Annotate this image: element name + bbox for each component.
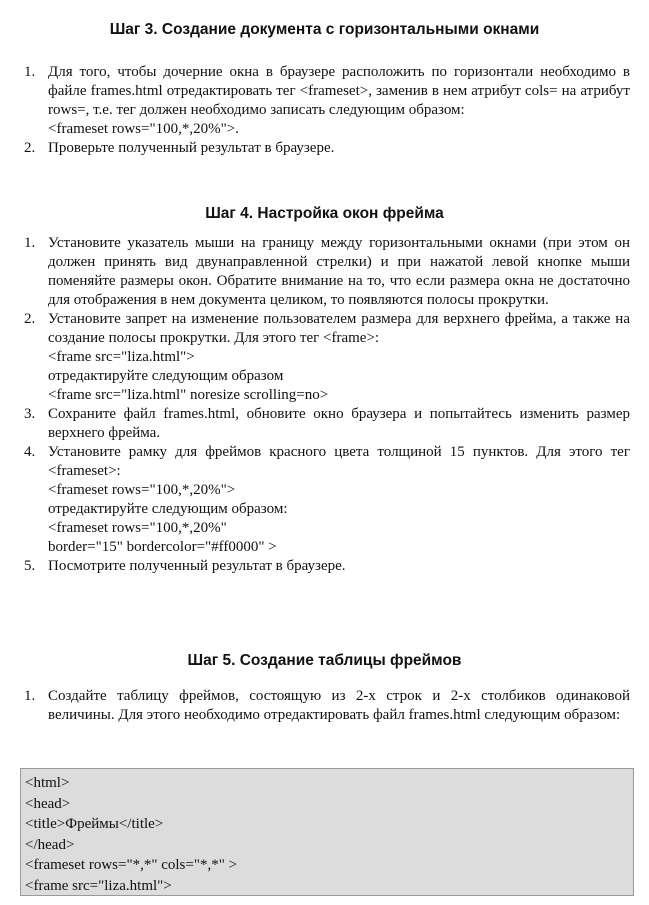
item-number: 3. [24,406,36,422]
instruction-text: отредактируйте следующим образом [48,368,284,384]
code-line: <head> [25,795,71,812]
item-number: 1. [24,235,36,251]
list-item [24,405,630,443]
step4-heading: Шаг 4. Настройка окон фрейма [205,205,444,222]
item-text: Создайте таблицу фреймов, состоящую из 2-х строк и 2-х столбиков одинаковой величины. Для этого необходимо отредактировать файл frames.html следующим образом: [48,688,630,723]
code-snippet: border="15" bordercolor="#ff0000" > [48,539,277,555]
list-item [24,310,630,405]
list-item [24,443,630,557]
list-item [24,63,630,139]
item-number: 1. [24,688,36,704]
code-line: <frameset rows="*,*" cols="*,*" > [25,857,238,873]
item-text: Установите указатель мыши на границу между горизонтальными окнами (при этом он должен принять вид двунаправленной стрелки) и при нажатой левой кнопке мыши поменяйте размеры окон. Обратите внимание на то, что если размера окна не достаточно для отображения в нем документа целиком, то появляются полосы прокрутки. [48,235,630,308]
item-text: Проверьте полученный результат в браузере. [48,140,335,156]
code-snippet: <frameset rows="100,*,20%" [48,520,227,536]
code-snippet: <frame src="liza.html" noresize scrolling=no> [48,387,329,403]
item-text: Установите запрет на изменение пользователем размера для верхнего фрейма, а также на создание полосы прокрутки. Для этого тег <frame>: [48,311,630,346]
item-number: 2. [24,140,36,156]
code-snippet: <frame src="liza.html"> [48,349,195,365]
item-number: 4. [24,444,36,460]
code-snippet: <frameset rows="100,*,20%"> [48,482,236,498]
code-listing [20,768,634,896]
item-number: 2. [24,311,36,327]
list-item [24,687,630,725]
item-text: Сохраните файл frames.html, обновите окно браузера и попытайтесь изменить размер верхнего фрейма. [48,406,630,441]
step3-heading: Шаг 3. Создание документа с горизонтальными окнами [109,21,540,38]
item-number: 1. [24,64,36,80]
item-text: Для того, чтобы дочерние окна в браузере расположить по горизонтали необходимо в файле frames.html отредактировать тег <frameset>, заменив в нем атрибут cols= на атрибут rows=, т.е. тег должен необходимо записать следующим образом: [48,64,630,118]
item-text: Установите рамку для фреймов красного цвета толщиной 15 пунктов. Для этого тег <frameset>: [48,444,630,479]
code-line: <title>Фреймы</title> [25,816,164,832]
step4-list [24,234,630,576]
item-number: 5. [24,558,36,574]
list-item [24,557,630,576]
code-line: </head> [25,836,75,853]
list-item [24,139,630,158]
code-line: <frame src="liza.html"> [25,877,172,894]
code-line: <html> [25,775,70,791]
code-snippet: <frameset rows="100,*,20%">. [48,121,239,137]
step3-list [24,63,630,158]
instruction-text: отредактируйте следующим образом: [48,501,288,517]
item-text: Посмотрите полученный результат в браузере. [48,558,346,574]
list-item [24,234,630,310]
step5-list [24,687,630,725]
step5-heading: Шаг 5. Создание таблицы фреймов [187,652,462,669]
